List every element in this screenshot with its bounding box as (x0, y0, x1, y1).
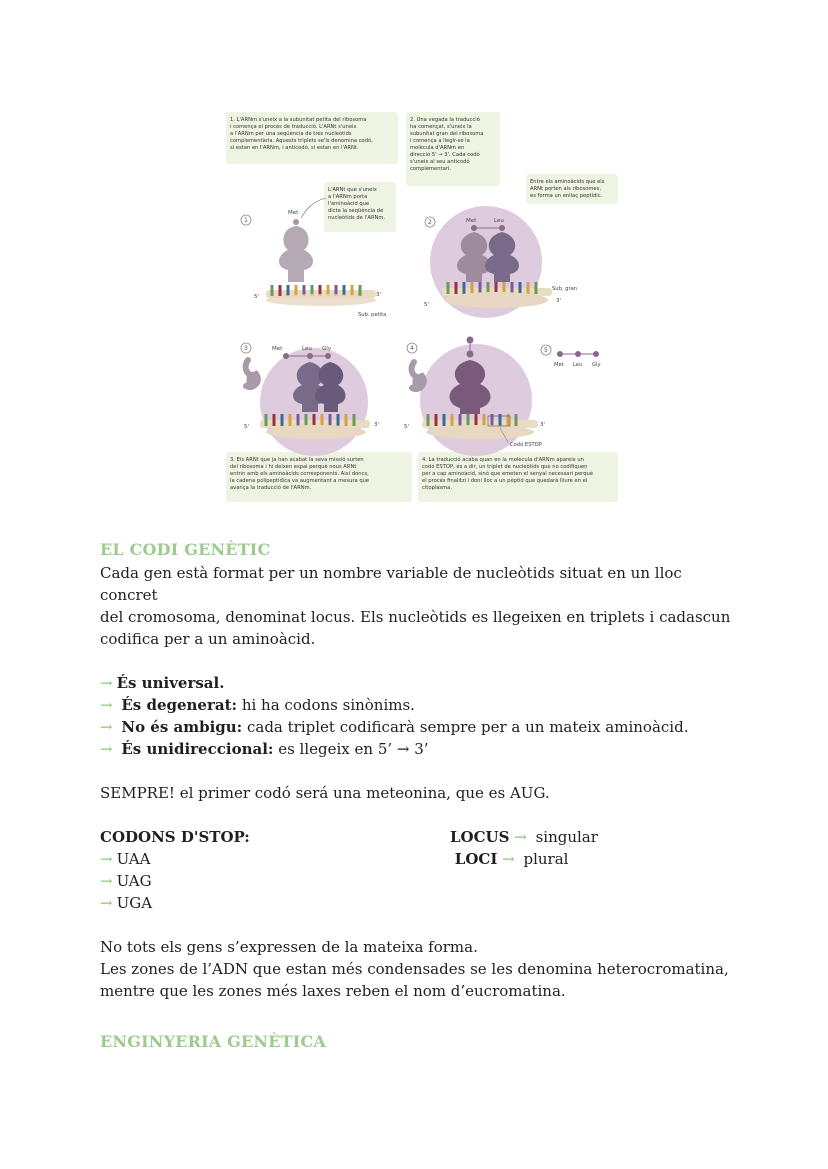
caption-step4-l2: per a cap aminoàcid, sinó que emeten el senyal necessari perquè (422, 471, 593, 477)
closing-line-1: No tots els gens s’expressen de la mateixa forma. (100, 938, 478, 956)
caption-step4-l1: codó ESTOP, és a dir, un triplet de nucleòtids que no codifiquen (422, 464, 588, 470)
caption-step3-l1: del ribosoma i hi deixen espai perquè nous ARNt (230, 464, 357, 470)
arrow-icon: → (100, 872, 113, 890)
caption-trna-l4: nucleòtids de l'ARNm. (328, 215, 386, 221)
label-small-subunit: Sub. petita (358, 312, 387, 318)
caption-peptide-l2: es forma un enllaç peptídic. (530, 193, 603, 199)
step-number-1: 1 (244, 217, 248, 224)
caption-step4-l4: citoplasma. (422, 485, 452, 491)
arrow-icon: → (514, 828, 527, 846)
caption-step2-l3: i comença a llegir-se la (410, 138, 470, 144)
caption-step2-l4: molècula d'ARNm en (410, 145, 465, 151)
label-large-subunit: Sub. gran (552, 286, 578, 292)
panel-step4 (404, 337, 545, 457)
intro-line-1: Cada gen està format per un nombre variable de nucleòtids situat en un lloc concret (100, 564, 682, 604)
label-5prime-3: 5' (244, 424, 250, 430)
caption-step1-l3: complementària. Aquests triplets se'ls denomina codó, (230, 138, 373, 144)
caption-step3-l2: entrin amb els aminoàcids corresponents. Així doncs, (230, 471, 369, 477)
caption-step2-l5: direcció 5' → 3'. Cada codó (410, 152, 480, 158)
property-unidirectional-text: es llegeix en 5’ → 3’ (273, 740, 429, 758)
property-universal (100, 672, 740, 694)
property-unidirectional-title: És unidireccional: (121, 740, 274, 758)
step-number-3: 3 (244, 345, 248, 352)
label-leu-2: Leu (494, 218, 504, 224)
label-5prime-2: 5' (424, 302, 430, 308)
property-universal-title: És universal. (116, 674, 225, 692)
label-met-1: Met (288, 210, 299, 216)
locus-singular (450, 826, 730, 848)
property-degenerate (100, 694, 740, 716)
intro-line-3: codifica per a un aminoàcid. (100, 630, 316, 648)
property-degenerate-title: És degenerat: (121, 696, 238, 714)
label-3prime-3: 3' (374, 422, 380, 428)
panel-step3 (241, 343, 379, 456)
arrow-icon: → (100, 894, 113, 912)
locus-list (450, 826, 730, 870)
label-met-2: Met (466, 218, 477, 224)
arrow-icon: → (502, 850, 515, 868)
always-note: SEMPRE! el primer codó será una meteonina, que es AUG. (100, 784, 550, 802)
caption-step1-l2: a l'ARNm per una seqüència de tres nucleòtids (230, 131, 352, 137)
step-number-5: 5 (544, 347, 548, 354)
stop-codon-uag: UAG (116, 872, 152, 890)
stop-codon-uaa: UAA (116, 850, 151, 868)
loci-plural (450, 848, 730, 870)
loci-term: LOCI (454, 850, 498, 868)
caption-step4-l0: 4. La traducció acaba quan en la molècula d'ARNm apareix un (422, 457, 584, 463)
loci-meaning: plural (518, 850, 569, 868)
locus-meaning: singular (530, 828, 598, 846)
step-number-2: 2 (428, 219, 432, 226)
arrow-icon: → (100, 718, 113, 736)
label-5prime-4: 5' (404, 424, 410, 430)
section-heading-genetic-code: EL CODI GENÈTIC (100, 540, 271, 559)
stop-codon-item (100, 848, 430, 870)
stop-codons-title: CODONS D'STOP: (100, 828, 250, 846)
translation-diagram (226, 110, 622, 505)
caption-step1-l1: i comença el procés de traducció. L'ARNt s'uneix (230, 124, 357, 130)
caption-step3-l0: 3. Els ARNt que ja han acabat la seva missió surten (230, 457, 364, 463)
caption-step2-l0: 2. Una vegada la traducció (410, 117, 480, 123)
intro-line-2: del cromosoma, denominat locus. Els nucleòtids es llegeixen en triplets i cadascun (100, 608, 731, 626)
closing-line-3: mentre que les zones més laxes reben el nom d’eucromatina. (100, 982, 566, 1000)
locus-term: LOCUS (450, 828, 510, 846)
caption-trna-l2: l'aminoàcid que (328, 201, 370, 207)
caption-step2-l2: subunitat gran del ribosoma (410, 131, 484, 137)
caption-peptide-l1: ARNt porten als ribosomes, (530, 186, 601, 192)
caption-step3-l3: la cadena polipeptídica va augmentant a mesura que (230, 478, 370, 484)
caption-step1-l4: si estan en l'ARNm, i anticodó, si estan en l'ARNt. (230, 145, 359, 151)
property-unambiguous-title: No és ambigu: (121, 718, 243, 736)
caption-peptide-l0: Entre els aminoàcids que els (530, 179, 605, 185)
stop-codons-and-locus (100, 826, 740, 914)
caption-step2-l1: ha començat, s'uneix la (410, 124, 472, 130)
property-unidirectional (100, 738, 740, 760)
property-degenerate-text: hi ha codons sinònims. (237, 696, 415, 714)
label-5prime-1: 5' (254, 294, 260, 300)
caption-step2-l7: complementari. (410, 166, 451, 172)
caption-step2-l6: s'uneix al seu anticodó (410, 159, 470, 165)
stop-codon-item (100, 892, 430, 914)
arrow-icon: → (100, 740, 113, 758)
caption-trna-l3: dicta la seqüència de (328, 208, 384, 214)
label-leu-3: Leu (302, 346, 312, 352)
label-stop-codon: Codó ESTOP (510, 442, 542, 448)
arrow-icon: → (100, 674, 113, 692)
label-3prime-1: 3' (376, 292, 382, 298)
stop-codons-list (100, 826, 430, 914)
closing-line-2: Les zones de l’ADN que estan més condensades se les denomina heterocromatina, (100, 960, 729, 978)
arrow-icon: → (100, 696, 113, 714)
section-heading-genetic-engineering: ENGINYERIA GENÈTICA (100, 1032, 326, 1051)
caption-step4-l3: el procés finalitzi i doni lloc a un pèptid que quedarà lliure en el (422, 478, 588, 484)
caption-step1-l0: 1. L'ARNm s'uneix a la subunitat petita del ribosoma (230, 117, 367, 123)
panel-step5 (541, 345, 601, 368)
stop-codon-item (100, 870, 430, 892)
label-met-3: Met (272, 346, 283, 352)
label-3prime-2: 3' (556, 298, 562, 304)
step-number-4: 4 (410, 345, 414, 352)
caption-step3-l4: avança la traducció de l'ARNm. (230, 485, 312, 491)
caption-trna-l0: L'ARNt que s'uneix (328, 187, 377, 193)
label-leu-5: Leu (573, 362, 583, 368)
panel-step2 (424, 206, 577, 318)
label-gly-3: Gly (322, 346, 332, 352)
label-3prime-4: 3' (540, 422, 546, 428)
label-gly-5: Gly (592, 362, 601, 368)
arrow-icon: → (100, 850, 113, 868)
caption-trna-l1: a l'ARNm porta (328, 194, 368, 200)
property-unambiguous-text: cada triplet codificarà sempre per a un mateix aminoàcid. (242, 718, 689, 736)
stop-codon-uga: UGA (116, 894, 153, 912)
label-met-5: Met (554, 362, 564, 368)
property-unambiguous (100, 716, 740, 738)
main-content (100, 540, 740, 1002)
